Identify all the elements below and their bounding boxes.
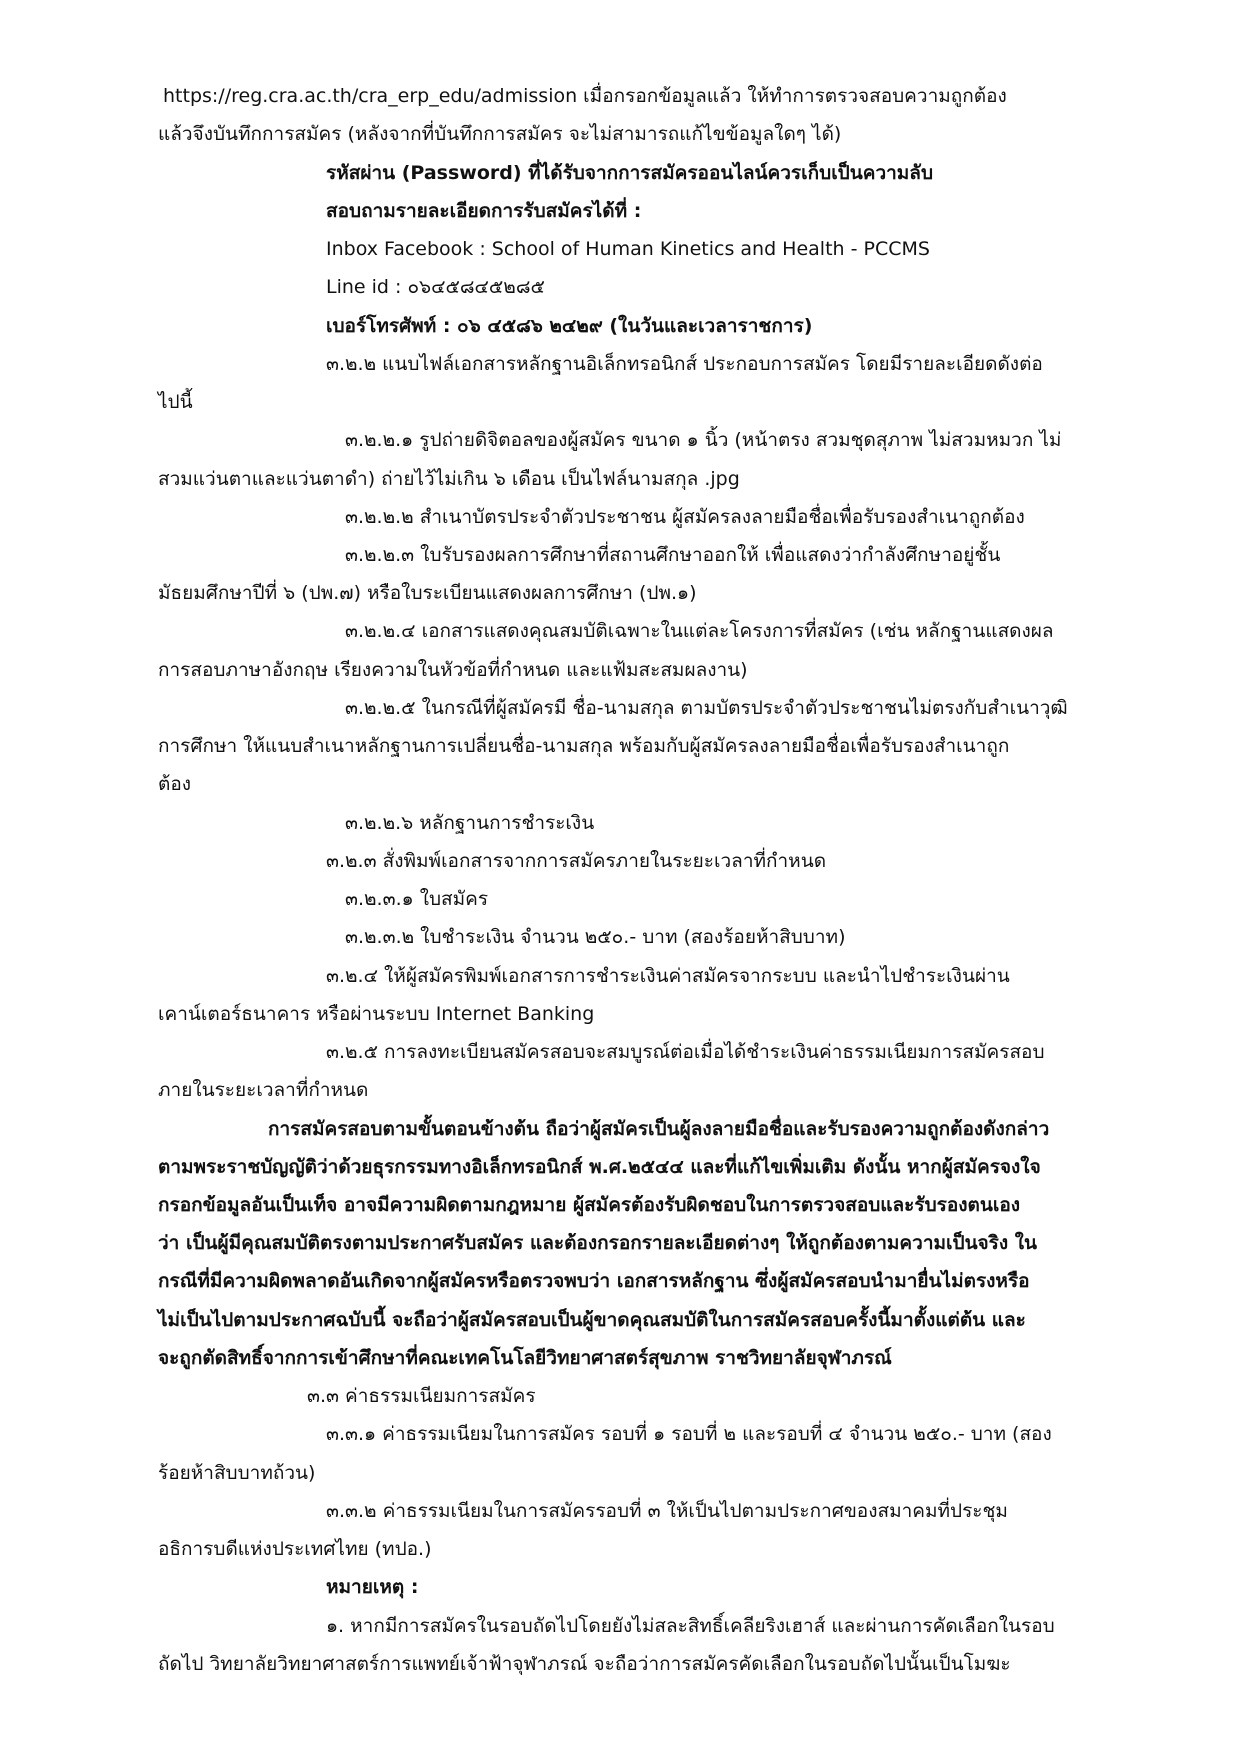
text-line: ๓.๓.๑ ค่าธรรมเนียมในการสมัคร รอบที่ ๑ รอบที่ ๒ และรอบที่ ๔ จำนวน ๒๕๐.- บาท (สอง xyxy=(326,1423,1052,1445)
text-line: อธิการบดีแห่งประเทศไทย (ทปอ.) xyxy=(158,1538,432,1560)
text-line: มัธยมศึกษาปีที่ ๖ (ปพ.๗) หรือใบระเบียนแสดงผลการศึกษา (ปพ.๑) xyxy=(158,582,697,604)
text-line: ถัดไป วิทยาลัยวิทยาศาสตร์การแพทย์เจ้าฟ้าจุฬาภรณ์ จะถือว่าการสมัครคัดเลือกในรอบถัดไปนั้นเป็นโมฆะ xyxy=(158,1653,1011,1675)
text-line: ๓.๒.๓.๑ ใบสมัคร xyxy=(345,888,489,910)
text-line: การสอบภาษาอังกฤษ เรียงความในหัวข้อที่กำหนด และแฟ้มสะสมผลงาน) xyxy=(158,659,748,681)
text-line: ๓.๓.๒ ค่าธรรมเนียมในการสมัครรอบที่ ๓ ให้เป็นไปตามประกาศของสมาคมที่ประชุม xyxy=(326,1500,1008,1522)
text-line: ๓.๒.๔ ให้ผู้สมัครพิมพ์เอกสารการชำระเงินค่าสมัครจากระบบ และนำไปชำระเงินผ่าน xyxy=(326,965,1010,987)
text-line-facebook-contact: Inbox Facebook : School of Human Kinetics and Health - PCCMS xyxy=(326,238,930,260)
text-line-disclaimer: การสมัครสอบตามขั้นตอนข้างต้น ถือว่าผู้สมัครเป็นผู้ลงลายมือชื่อและรับรองความถูกต้องดังกล่าว xyxy=(268,1118,1050,1140)
text-line: ๓.๒.๕ การลงทะเบียนสมัครสอบจะสมบูรณ์ต่อเมื่อได้ชำระเงินค่าธรรมเนียมการสมัครสอบ xyxy=(326,1041,1045,1063)
text-line: ๓.๒.๓ สั่งพิมพ์เอกสารจากการสมัครภายในระยะเวลาที่กำหนด xyxy=(326,850,827,872)
text-line-contact-heading: สอบถามรายละเอียดการรับสมัครได้ที่ : xyxy=(326,200,642,222)
text-line-password-note: รหัสผ่าน (Password) ที่ได้รับจากการสมัครออนไลน์ควรเก็บเป็นความลับ xyxy=(326,162,934,184)
text-line-disclaimer: ว่า เป็นผู้มีคุณสมบัติตรงตามประกาศรับสมัคร และต้องกรอกรายละเอียดต่างๆ ให้ถูกต้องตามความเป็นจริง ใน xyxy=(158,1232,1038,1254)
text-line: ต้อง xyxy=(158,773,192,795)
text-line-admission-url: https://reg.cra.ac.th/cra_erp_edu/admission เมื่อกรอกข้อมูลแล้ว ให้ทำการตรวจสอบความถูกต้อง xyxy=(163,85,1007,107)
text-line: ๑. หากมีการสมัครในรอบถัดไปโดยยังไม่สละสิทธิ์เคลียริงเฮาส์ และผ่านการคัดเลือกในรอบ xyxy=(326,1615,1055,1637)
text-line: การศึกษา ให้แนบสำเนาหลักฐานการเปลี่ยนชื่อ-นามสกุล พร้อมกับผู้สมัครลงลายมือชื่อเพื่อรับรองสำเนาถูก xyxy=(158,735,1010,757)
text-line: สวมแว่นตาและแว่นตาดำ) ถ่ายไว้ไม่เกิน ๖ เดือน เป็นไฟล์นามสกุล .jpg xyxy=(158,468,740,490)
text-line-disclaimer: กรณีที่มีความผิดพลาดอันเกิดจากผู้สมัครหรือตรวจพบว่า เอกสารหลักฐาน ซึ่งผู้สมัครสอบนำมายื่นไม่ตรงหรือ xyxy=(158,1270,1030,1292)
text-line-disclaimer: จะถูกตัดสิทธิ์จากการเข้าศึกษาที่คณะเทคโนโลยีวิทยาศาสตร์สุขภาพ ราชวิทยาลัยจุฬาภรณ์ xyxy=(158,1347,892,1369)
text-line: ไปนี้ xyxy=(158,391,193,413)
text-line: ๓.๒.๒.๒ สำเนาบัตรประจำตัวประชาชน ผู้สมัครลงลายมือชื่อเพื่อรับรองสำเนาถูกต้อง xyxy=(345,506,1025,528)
text-line: ร้อยห้าสิบบาทถ้วน) xyxy=(158,1462,316,1484)
text-line-disclaimer: กรอกข้อมูลอันเป็นเท็จ อาจมีความผิดตามกฎหมาย ผู้สมัครต้องรับผิดชอบในการตรวจสอบและรับรองตนเอง xyxy=(158,1194,1021,1216)
text-line: ๓.๒.๒.๔ เอกสารแสดงคุณสมบัติเฉพาะในแต่ละโครงการที่สมัคร (เช่น หลักฐานแสดงผล xyxy=(345,620,1054,642)
text-line-disclaimer: ไม่เป็นไปตามประกาศฉบับนี้ จะถือว่าผู้สมัครสอบเป็นผู้ขาดคุณสมบัติในการสมัครสอบครั้งนี้มาตั้งแต่ต้น และ xyxy=(158,1309,1026,1331)
text-line: ๓.๒.๓.๒ ใบชำระเงิน จำนวน ๒๕๐.- บาท (สองร้อยห้าสิบบาท) xyxy=(345,926,846,948)
text-line: ๓.๒.๒.๕ ในกรณีที่ผู้สมัครมี ชื่อ-นามสกุล ตามบัตรประจำตัวประชาชนไม่ตรงกับสำเนาวุฒิ xyxy=(345,697,1068,719)
text-line-phone: เบอร์โทรศัพท์ : ๐๖ ๔๕๘๖ ๒๔๒๙ (ในวันและเวลาราชการ) xyxy=(326,315,813,337)
text-line: ๓.๒.๒.๓ ใบรับรองผลการศึกษาที่สถานศึกษาออกให้ เพื่อแสดงว่ากำลังศึกษาอยู่ชั้น xyxy=(345,544,1001,566)
text-line-remark-heading: หมายเหตุ : xyxy=(326,1576,419,1598)
text-line: ๓.๒.๒ แนบไฟล์เอกสารหลักฐานอิเล็กทรอนิกส์ ประกอบการสมัคร โดยมีรายละเอียดดังต่อ xyxy=(326,353,1043,375)
text-line: แล้วจึงบันทึกการสมัคร (หลังจากที่บันทึกการสมัคร จะไม่สามารถแก้ไขข้อมูลใดๆ ได้) xyxy=(158,123,842,145)
text-line-line-id: Line id : ๐๖๔๕๘๔๕๒๘๕ xyxy=(326,276,545,298)
text-line: ภายในระยะเวลาที่กำหนด xyxy=(158,1079,369,1101)
text-line: ๓.๒.๒.๖ หลักฐานการชำระเงิน xyxy=(345,812,595,834)
text-line-fee-heading: ๓.๓ ค่าธรรมเนียมการสมัคร xyxy=(307,1385,536,1407)
text-line: เคาน์เตอร์ธนาคาร หรือผ่านระบบ Internet Banking xyxy=(158,1003,595,1025)
text-line: ๓.๒.๒.๑ รูปถ่ายดิจิตอลของผู้สมัคร ขนาด ๑ นิ้ว (หน้าตรง สวมชุดสุภาพ ไม่สวมหมวก ไม่ xyxy=(345,429,1062,451)
text-line-disclaimer: ตามพระราชบัญญัติว่าด้วยธุรกรรมทางอิเล็กทรอนิกส์ พ.ศ.๒๕๔๔ และที่แก้ไขเพิ่มเติม ดังนั้น หากผู้สมัครจงใจ xyxy=(158,1156,1041,1178)
